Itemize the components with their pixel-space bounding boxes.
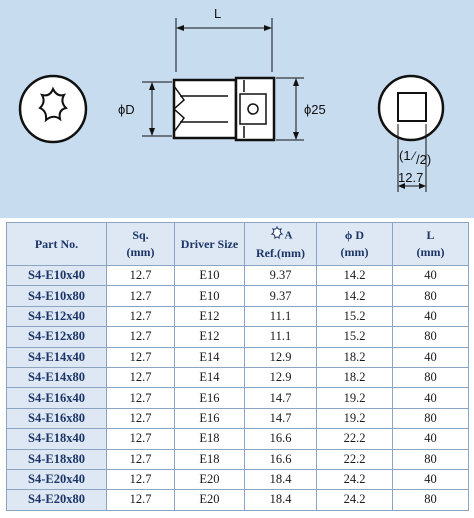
cell-l: 80 [393,408,469,428]
header-ref: A Ref.(mm) [245,223,317,266]
cell-d: 22.2 [317,429,393,449]
cell-d: 22.2 [317,449,393,469]
cell-sq: 12.7 [107,266,175,286]
cell-driver: E20 [175,490,245,510]
cell-sq: 12.7 [107,367,175,387]
header-l: L (mm) [393,223,469,266]
cell-driver: E14 [175,347,245,367]
cell-d: 14.2 [317,266,393,286]
cell-sq: 12.7 [107,327,175,347]
torx-star-icon [269,226,285,245]
cell-ref: 14.7 [245,408,317,428]
cell-l: 40 [393,266,469,286]
cell-d: 19.2 [317,408,393,428]
cell-d: 15.2 [317,306,393,326]
header-d: ϕ D (mm) [317,223,393,266]
cell-d: 14.2 [317,286,393,306]
cell-sq: 12.7 [107,469,175,489]
cell-sq: 12.7 [107,408,175,428]
cell-l: 40 [393,306,469,326]
table-row [7,490,469,510]
cell-sq: 12.7 [107,347,175,367]
cell-d: 19.2 [317,388,393,408]
cell-ref: 12.9 [245,367,317,387]
cell-driver: E16 [175,388,245,408]
cell-part: S4-E12x80 [7,327,107,347]
label-sq-top: (1 [399,148,411,163]
cell-sq: 12.7 [107,388,175,408]
socket-side-view [174,78,274,140]
table-row [7,306,469,326]
table-row [7,347,469,367]
cell-l: 80 [393,367,469,387]
dimension-25 [276,78,326,140]
cell-sq: 12.7 [107,429,175,449]
table-row [7,408,469,428]
table-row [7,469,469,489]
header-ref-a: A [284,229,293,242]
cell-driver: E12 [175,327,245,347]
cell-driver: E12 [175,306,245,326]
label-D: ϕD [118,102,135,117]
cell-part: S4-E14x80 [7,367,107,387]
front-view-torx [20,76,86,142]
cell-l: 80 [393,327,469,347]
cell-ref: 11.1 [245,306,317,326]
cell-ref: 16.6 [245,449,317,469]
cell-part: S4-E16x40 [7,388,107,408]
header-part-no: Part No. [7,223,107,266]
dimension-D [118,82,172,136]
dimension-L [176,6,272,72]
rear-view-square [379,76,443,192]
cell-part: S4-E16x80 [7,408,107,428]
cell-sq: 12.7 [107,490,175,510]
table-row [7,388,469,408]
cell-driver: E14 [175,367,245,387]
cell-ref: 12.9 [245,347,317,367]
cell-d: 18.2 [317,367,393,387]
cell-part: S4-E14x40 [7,347,107,367]
label-sq-frac: ⁄ [413,149,416,163]
cell-ref: 9.37 [245,286,317,306]
cell-ref: 16.6 [245,429,317,449]
cell-sq: 12.7 [107,286,175,306]
cell-part: S4-E10x40 [7,266,107,286]
header-sq: Sq. (mm) [107,223,175,266]
cell-d: 15.2 [317,327,393,347]
cell-driver: E18 [175,449,245,469]
cell-sq: 12.7 [107,449,175,469]
table-row [7,449,469,469]
table-header [7,223,469,266]
cell-l: 40 [393,429,469,449]
table-row [7,327,469,347]
cell-ref: 11.1 [245,327,317,347]
cell-l: 80 [393,449,469,469]
cell-d: 24.2 [317,469,393,489]
technical-drawing [0,0,474,218]
cell-ref: 14.7 [245,388,317,408]
cell-l: 40 [393,388,469,408]
label-127: 12.7 [398,170,424,185]
cell-part: S4-E18x80 [7,449,107,469]
cell-l: 80 [393,286,469,306]
socket-drawing-svg [0,0,474,218]
table-row [7,286,469,306]
cell-part: S4-E20x80 [7,490,107,510]
cell-driver: E10 [175,286,245,306]
label-L: L [214,6,222,21]
cell-driver: E20 [175,469,245,489]
label-sq-num: /2) [416,152,432,167]
header-driver-size: Driver Size [175,223,245,266]
cell-d: 24.2 [317,490,393,510]
table-row [7,266,469,286]
cell-ref: 18.4 [245,469,317,489]
cell-part: S4-E20x40 [7,469,107,489]
cell-driver: E10 [175,266,245,286]
table-row [7,429,469,449]
cell-d: 18.2 [317,347,393,367]
cell-driver: E18 [175,429,245,449]
cell-l: 40 [393,347,469,367]
table-row [7,367,469,387]
cell-sq: 12.7 [107,306,175,326]
cell-ref: 9.37 [245,266,317,286]
spec-table [6,222,469,511]
cell-l: 40 [393,469,469,489]
cell-ref: 18.4 [245,490,317,510]
cell-part: S4-E10x80 [7,286,107,306]
cell-part: S4-E12x40 [7,306,107,326]
cell-driver: E16 [175,408,245,428]
cell-l: 80 [393,490,469,510]
table-body [7,266,469,511]
cell-part: S4-E18x40 [7,429,107,449]
label-25: ϕ25 [304,102,326,117]
